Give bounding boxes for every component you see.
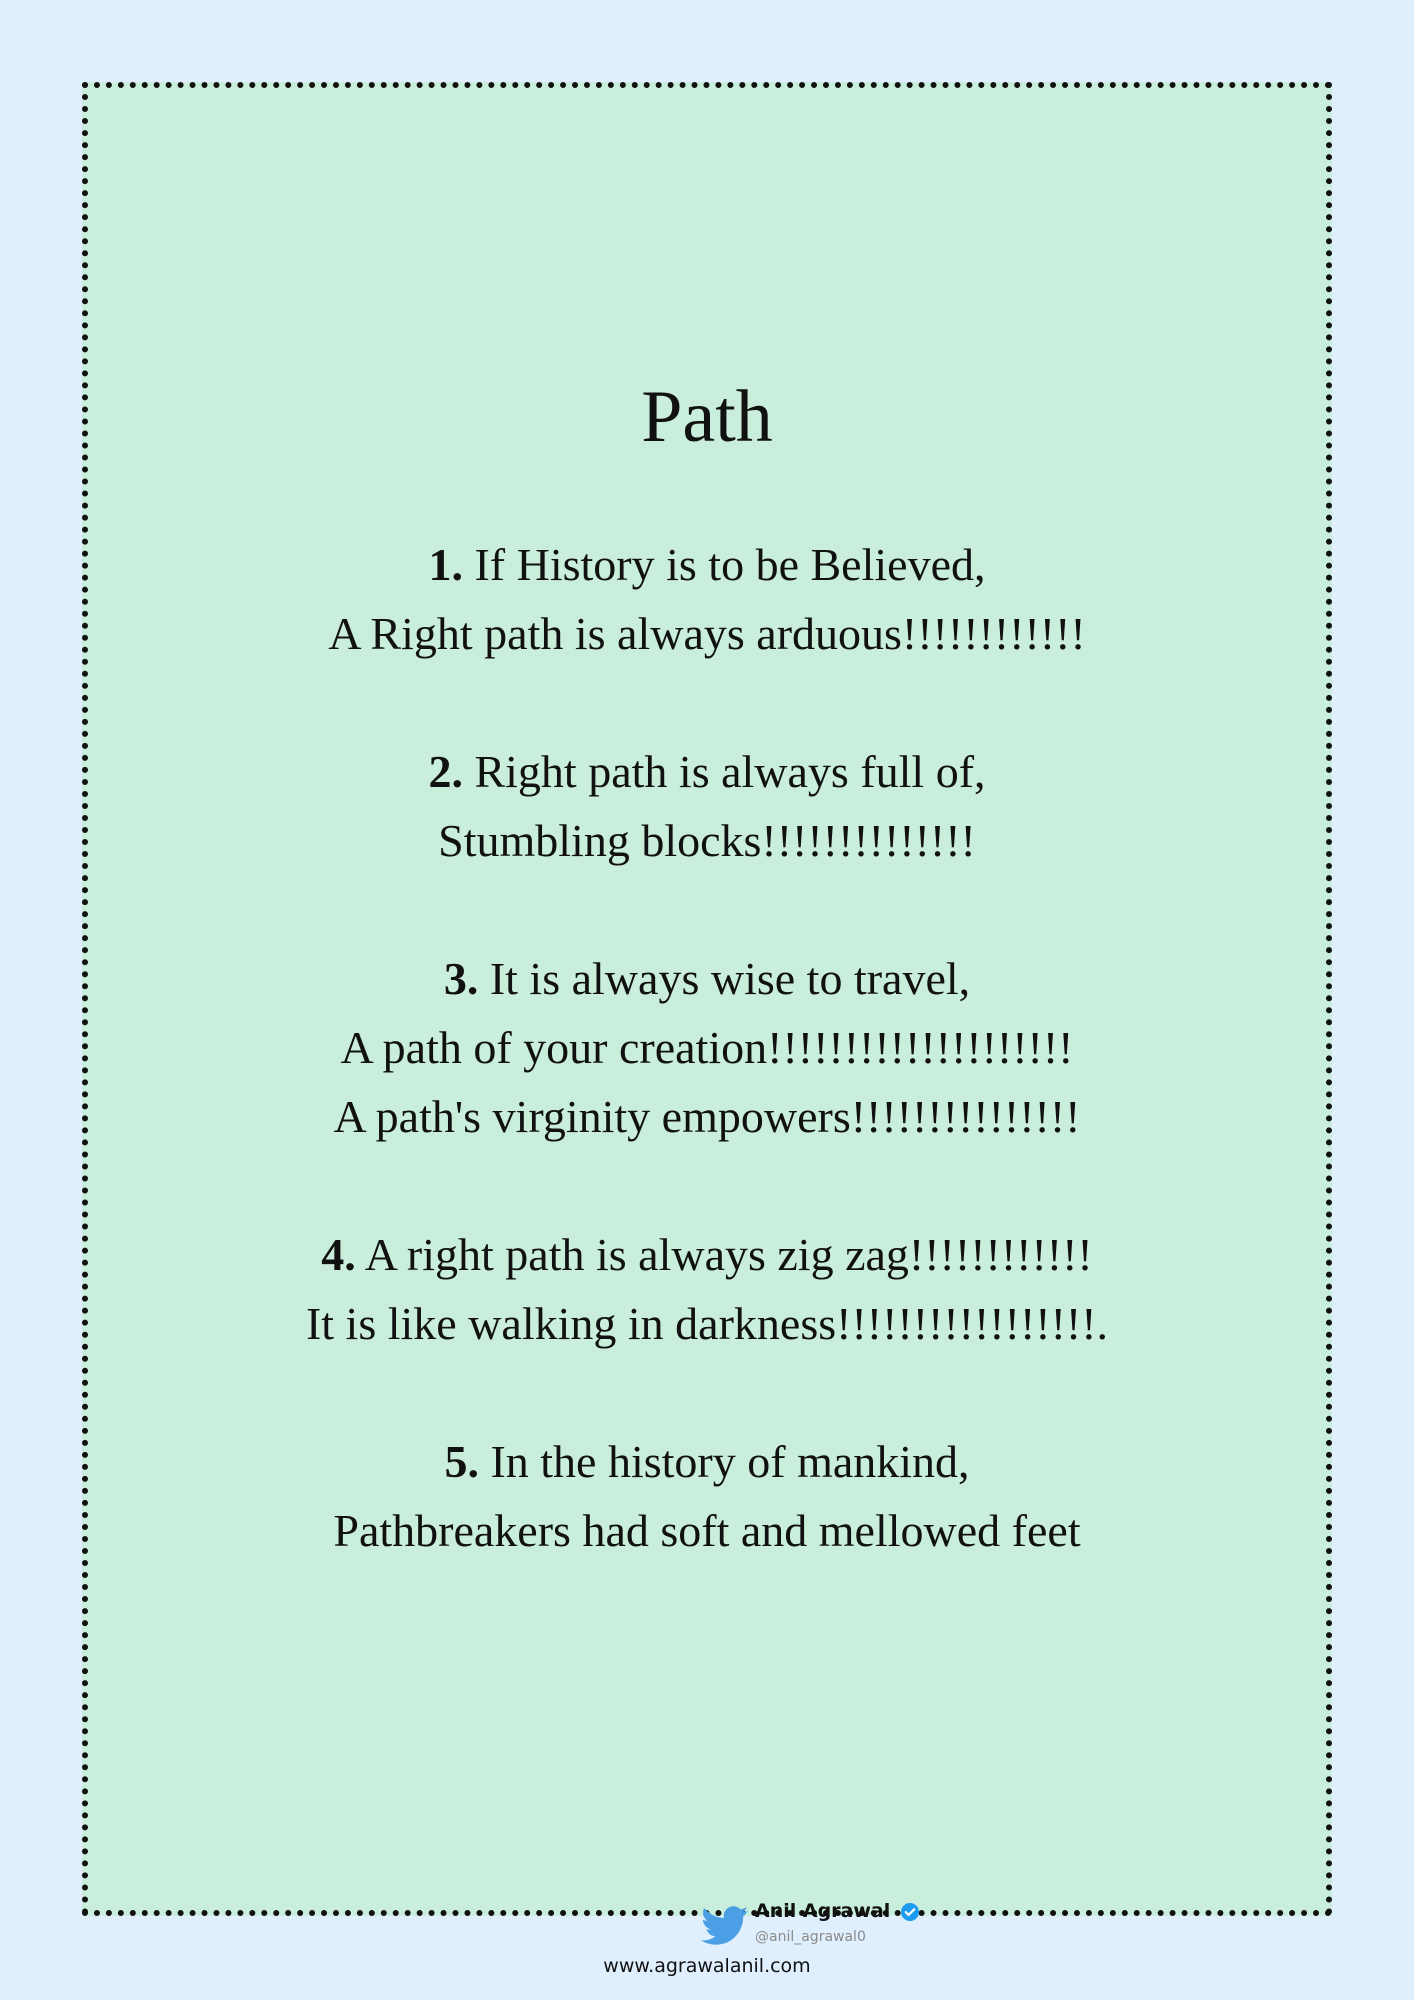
stanza-number: 5. [444, 1436, 479, 1487]
stanza-line: It is like walking in darkness!!!!!!!!!!!!!!!!!. [305, 1298, 1109, 1349]
stanza-line [88, 1427, 1326, 1496]
stanza-number: 2. [428, 746, 463, 797]
stanza-number: 3. [443, 953, 479, 1004]
stanza-line [88, 944, 1326, 1013]
stanza-2 [88, 737, 1326, 875]
stanza-number: 1. [428, 539, 463, 590]
stanza-line-text: If History is to be Believed, [462, 539, 986, 590]
stanza-4 [88, 1220, 1326, 1358]
stanza-line-text: It is always wise to travel, [478, 953, 971, 1004]
stanza-line-text: A right path is always zig zag!!!!!!!!!!!! [355, 1229, 1093, 1280]
verified-badge-icon [900, 1902, 920, 1922]
website-link[interactable]: www.agrawalanil.com [603, 1955, 811, 1977]
twitter-bird-icon [700, 1906, 750, 1946]
stanza-line: A path's virginity empowers!!!!!!!!!!!!!!! [333, 1091, 1081, 1142]
stanza-line [88, 1220, 1326, 1289]
poem-card [82, 82, 1332, 1977]
stanza-line: A path of your creation!!!!!!!!!!!!!!!!!!!! [340, 1022, 1074, 1073]
stanza-1 [88, 530, 1326, 668]
stanza-line: A Right path is always arduous!!!!!!!!!!!! [328, 608, 1086, 659]
stanza-number: 4. [321, 1229, 356, 1280]
poem-title: Path [641, 376, 773, 458]
stanza-line [88, 737, 1326, 806]
author-footer [88, 1900, 1326, 1980]
poem-body [88, 530, 1326, 1634]
author-name: Anil Agrawal [755, 1900, 891, 1922]
stanza-line: Stumbling blocks!!!!!!!!!!!!!! [438, 815, 976, 866]
stanza-line [88, 530, 1326, 599]
author-handle: @anil_agrawal0 [755, 1929, 866, 1945]
stanza-5 [88, 1427, 1326, 1565]
stanza-3 [88, 944, 1326, 1151]
stanza-line: Pathbreakers had soft and mellowed feet [333, 1505, 1081, 1556]
stanza-line-text: In the history of mankind, [478, 1436, 970, 1487]
stanza-line-text: Right path is always full of, [462, 746, 986, 797]
